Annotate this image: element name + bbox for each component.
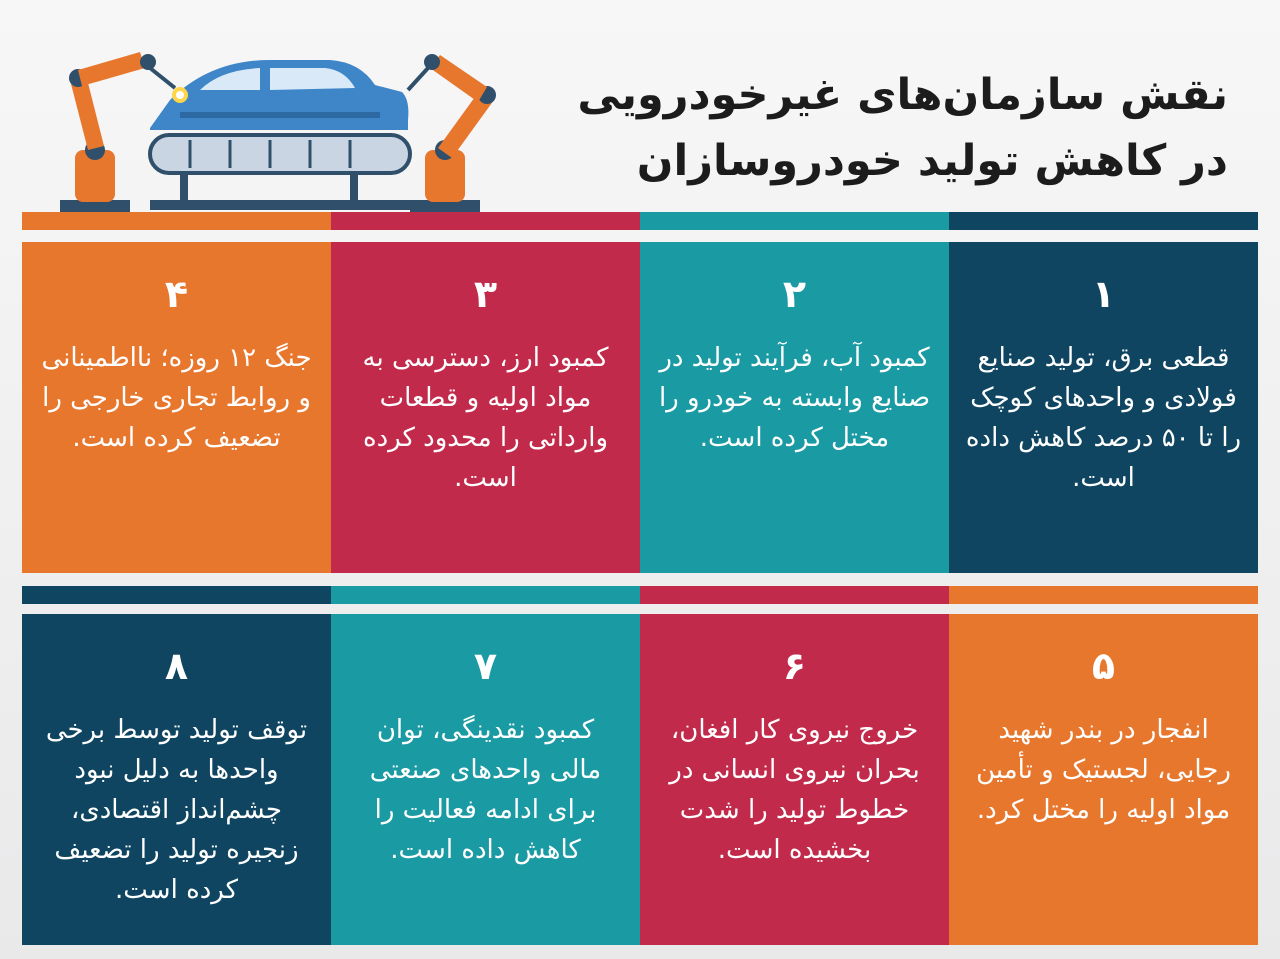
color-band-middle [22, 586, 1258, 604]
card-text: انفجار در بندر شهید رجایی، لجستیک و تأمین مواد اولیه را مختل کرد. [976, 715, 1231, 825]
card-number: ۶ [782, 644, 807, 688]
card-text: کمبود نقدینگی، توان مالی واحدهای صنعتی برای ادامه فعالیت را کاهش داده است. [369, 715, 602, 865]
robot-arm-icon [408, 54, 496, 214]
card-text: توقف تولید توسط برخی واحدها به دلیل نبود چشم‌انداز اقتصادی، زنجیره تولید را تضعیف کرده است. [45, 715, 308, 905]
card-number: ۱ [1091, 272, 1116, 316]
card-4 [22, 242, 331, 573]
card-text: کمبود ارز، دسترسی به مواد اولیه و قطعات وارداتی را محدود کرده است. [362, 343, 609, 493]
robot-arm-icon [60, 52, 175, 214]
cards-row-2 [22, 614, 1258, 945]
card-number: ۸ [164, 644, 189, 688]
card-text: کمبود آب، فرآیند تولید در صنایع وابسته به خودرو را مختل کرده است. [658, 343, 931, 453]
card-text: قطعی برق، تولید صنایع فولادی و واحدهای کوچک را تا ۵۰ درصد کاهش داده است. [965, 343, 1242, 493]
car-body-icon [150, 60, 408, 130]
page-title [577, 62, 1228, 194]
welding-spark-icon [172, 87, 188, 103]
card-5 [949, 614, 1258, 945]
card-2 [640, 242, 949, 573]
card-text: جنگ ۱۲ روزه؛ نااطمینانی و روابط تجاری خارجی را تضعیف کرده است. [41, 343, 312, 453]
card-number: ۲ [782, 272, 807, 316]
card-text: خروج نیروی کار افغان، بحران نیروی انسانی در خطوط تولید را شدت بخشیده است. [669, 715, 920, 865]
card-3 [331, 242, 640, 573]
card-7 [331, 614, 640, 945]
cards-row-1 [22, 242, 1258, 573]
card-number: ۴ [164, 272, 189, 316]
color-band-top [22, 212, 1258, 230]
title-line-1: نقش سازمان‌های غیرخودرویی [577, 70, 1228, 120]
card-number: ۳ [473, 272, 498, 316]
card-1 [949, 242, 1258, 573]
card-number: ۷ [473, 644, 498, 688]
card-number: ۵ [1091, 644, 1116, 688]
card-8 [22, 614, 331, 945]
car-assembly-illustration [30, 40, 550, 220]
title-line-2: در کاهش تولید خودروسازان [636, 136, 1228, 186]
card-6 [640, 614, 949, 945]
